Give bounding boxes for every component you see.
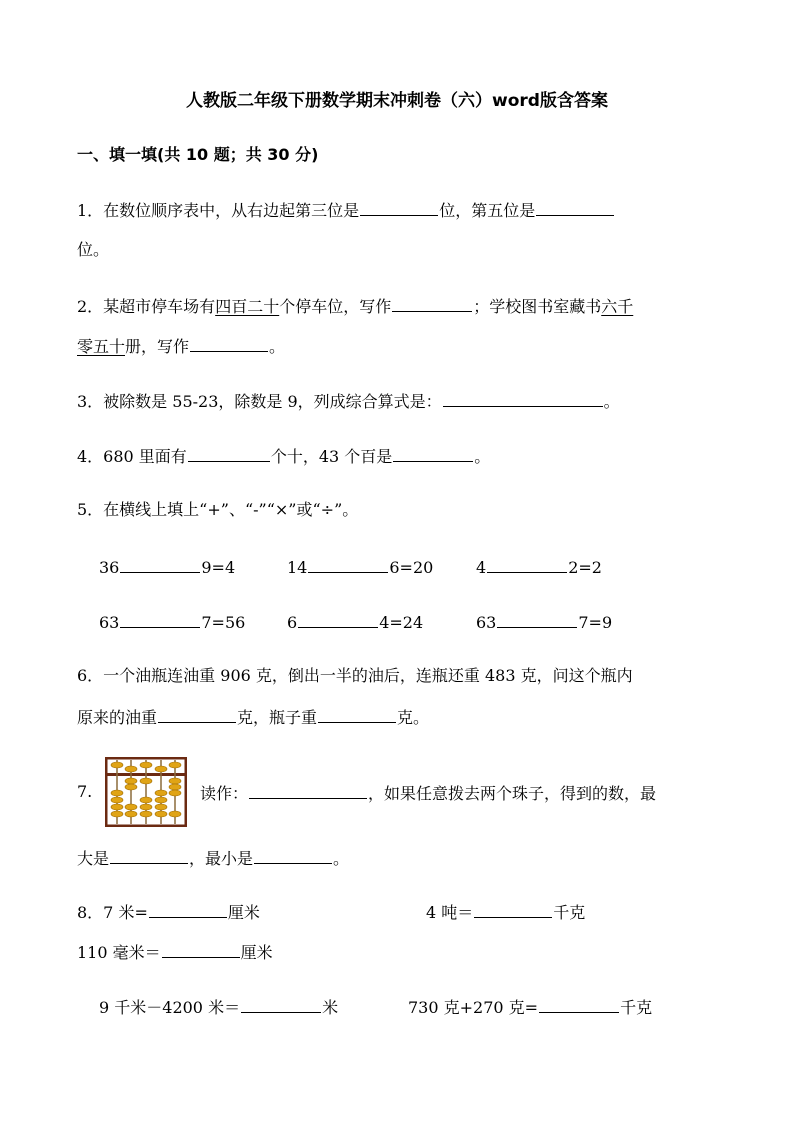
- answer-blank[interactable]: [443, 390, 603, 407]
- question-1-line-2: 位。: [77, 240, 110, 259]
- answer-blank[interactable]: [392, 295, 472, 312]
- question-6-line-2: 原来的油重 克，瓶子重 克。: [77, 708, 430, 727]
- question-8-e: 730 克+270 克= 千克: [408, 998, 653, 1017]
- answer-blank[interactable]: [393, 445, 473, 462]
- question-8-c: 110 毫米＝ 厘米: [77, 943, 273, 962]
- answer-blank[interactable]: [360, 199, 438, 216]
- answer-blank[interactable]: [539, 996, 619, 1013]
- answer-blank[interactable]: [110, 847, 188, 864]
- question-8-d: 9 千米－4200 米＝ 米: [99, 998, 339, 1017]
- question-8-b: 4 吨＝ 千克: [426, 903, 586, 922]
- q5-item: 63 7=56: [99, 613, 246, 632]
- question-2-line-1: 2．某超市停车场有四百二十个停车位，写作 ；学校图书室藏书六千: [77, 297, 634, 316]
- question-3: 3．被除数是 55-23，除数是 9，列成综合算式是： 。: [77, 392, 620, 411]
- q5-item: 63 7=9: [476, 613, 613, 632]
- answer-blank[interactable]: [487, 556, 567, 573]
- answer-blank[interactable]: [318, 706, 396, 723]
- question-4: 4．680 里面有 个十，43 个百是 。: [77, 447, 491, 466]
- question-7-line-2: 大是 ，最小是 。: [77, 849, 350, 868]
- answer-blank[interactable]: [162, 941, 240, 958]
- answer-blank[interactable]: [249, 782, 367, 799]
- answer-blank[interactable]: [308, 556, 388, 573]
- q5-item: 36 9=4: [99, 558, 236, 577]
- q5-item: 4 2=2: [476, 558, 602, 577]
- answer-blank[interactable]: [254, 847, 332, 864]
- section-heading: 一、填一填(共 10 题；共 30 分): [77, 145, 319, 164]
- answer-blank[interactable]: [158, 706, 236, 723]
- q5-item: 14 6=20: [287, 558, 434, 577]
- answer-blank[interactable]: [474, 901, 552, 918]
- question-8-a: 8．7 米= 厘米: [77, 903, 260, 922]
- question-7-line-1: 读作： ，如果任意拨去两个珠子，得到的数，最: [200, 784, 657, 803]
- answer-blank[interactable]: [190, 335, 268, 352]
- q5-item: 6 4=24: [287, 613, 424, 632]
- question-5: 5．在横线上填上“+”、“-”“×”或“÷”。: [77, 500, 359, 519]
- answer-blank[interactable]: [120, 556, 200, 573]
- question-1-line-1: 1．在数位顺序表中，从右边起第三位是 位，第五位是: [77, 199, 615, 221]
- answer-blank[interactable]: [497, 611, 577, 628]
- answer-blank[interactable]: [241, 996, 321, 1013]
- answer-blank[interactable]: [188, 445, 270, 462]
- abacus-icon: [105, 757, 187, 827]
- page-title: 人教版二年级下册数学期末冲刺卷（六）word版含答案: [186, 91, 608, 111]
- answer-blank[interactable]: [120, 611, 200, 628]
- answer-blank[interactable]: [298, 611, 378, 628]
- answer-blank[interactable]: [149, 901, 227, 918]
- question-7-number: 7.: [77, 782, 93, 801]
- question-2-line-2: 零五十册，写作 。: [77, 337, 286, 356]
- answer-blank[interactable]: [536, 199, 614, 216]
- question-6-line-1: 6．一个油瓶连油重 906 克，倒出一半的油后，连瓶还重 483 克，问这个瓶内: [77, 666, 633, 685]
